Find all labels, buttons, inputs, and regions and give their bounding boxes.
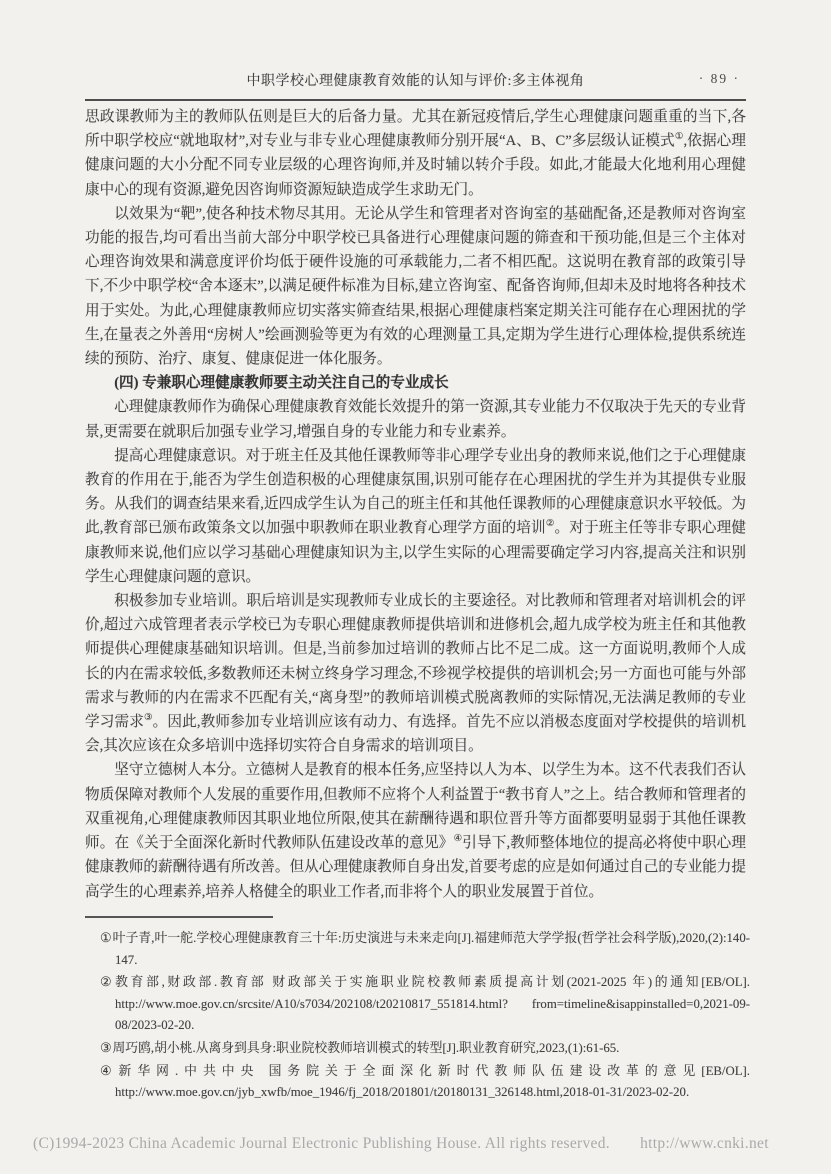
body-paragraph: 坚守立德树人本分。立德树人是教育的根本任务,应坚持以人为本、以学生为本。这不代表我们否认物质保障对教师个人发展的重要作用,但教师不应将个人利益置于“教书育人”之上。结合教师和管理者的双重视角,心理健康教师因其职业地位所限,使其在薪酬待遇和职位晋升等方面都要明显弱于其他任课教师。在《关于全面深化新时代教师队伍建设改革的意见》④引导下,教师整体地位的提高必将使中职心理健康教师的薪酬待遇有所改善。但从心理健康教师自身出发,首要考虑的应是如何通过自己的专业能力提高学生的心理素养,培养人格健全的职业工作者,而非将个人的职业发展置于首位。	[85, 762, 746, 900]
footnote-reference: ④	[453, 834, 463, 845]
body-paragraph: 积极参加专业培训。职后培训是实现教师专业成长的主要途径。对比教师和管理者对培训机会的评价,超过六成管理者表示学校已为专职心理健康教师提供培训和进修机会,超九成学校为班主任和其他教师提供心理健康基础知识培训。但是,当前参加过培训的教师占比不足二成。这一方面说明,教师个人成长的内在需求较低,多数教师还未树立终身学习理念,不珍视学校提供的培训机会;另一方面也可能与外部需求与教师的内在需求不匹配有关,“离身型”的教师培训模式脱离教师的实际情况,无法满足教师的专业学习需求③。因此,教师参加专业培训应该有动力、有选择。首先不应以消极态度面对学校提供的培训机会,其次应该在众多培训中选择切实符合自身需求的培训项目。	[85, 593, 746, 755]
footnote-divider	[85, 916, 273, 918]
copyright-text: (C)1994-2023 China Academic Journal Electronic Publishing House. All rights reserved.	[33, 1135, 610, 1152]
body-paragraph: 思政课教师为主的教师队伍则是巨大的后备力量。尤其在新冠疫情后,学生心理健康问题重重的当下,各所中职学校应“就地取材”,对专业与非专业心理健康教师分别开展“A、B、C”多层级认证模式①,依据心理健康问题的大小分配不同专业层级的心理咨询师,并及时辅以转介手段。如此,才能最大化地利用心理健康中心的现有资源,避免因咨询师资源短缺造成学生求助无门。	[85, 109, 746, 198]
cnki-url: http://www.cnki.net	[640, 1135, 769, 1152]
section-heading: (四) 专兼职心理健康教师要主动关注自己的专业成长	[114, 375, 449, 392]
header-rule	[85, 99, 746, 101]
footnote-marker: ①	[100, 931, 112, 945]
footnote-item	[100, 928, 750, 971]
running-title: 中职学校心理健康教育效能的认知与评价:多主体视角	[246, 74, 585, 89]
copyright-footer	[33, 1135, 823, 1153]
body-paragraph: 提高心理健康意识。对于班主任及其他任课教师等非心理学专业出身的教师来说,他们之于心理健康教育的作用在于,能否为学生创造积极的心理健康氛围,识别可能存在心理困扰的学生并为其提供专业服务。从我们的调查结果来看,近四成学生认为自己的班主任和其他任课教师的心理健康意识水平较低。为此,教育部已颁布政策条文以加强中职教师在职业教育心理学方面的培训②。对于班主任等非专职心理健康教师来说,他们应以学习基础心理健康知识为主,以学生实际的心理需要确定学习内容,提高关注和识别学生心理健康问题的意识。	[85, 447, 746, 585]
page-header	[85, 70, 746, 92]
footnote-marker: ②	[100, 975, 115, 990]
footnotes	[100, 928, 750, 1105]
footnote-text: 周巧鸥,胡小桃.从离身到具身:职业院校教师培训模式的转型[J].职业教育研究,2023,(1):61-65.	[112, 1040, 620, 1055]
footnote-reference: ①	[674, 132, 684, 143]
footnote-item	[100, 1038, 750, 1060]
article-body	[85, 105, 746, 904]
page-number: · 89 ·	[698, 71, 740, 86]
footnote-item	[100, 972, 750, 1037]
footnote-marker: ④	[100, 1063, 118, 1078]
footnote-marker: ③	[100, 1040, 112, 1055]
footnote-text: 叶子青,叶一舵.学校心理健康教育三十年:历史演进与未来走向[J].福建师范大学学报(哲学社会科学版),2020,(2):140-147.	[112, 931, 750, 967]
footnote-reference: ③	[143, 713, 153, 724]
footnote-text: 教育部,财政部.教育部 财政部关于实施职业院校教师素质提高计划(2021-2025 年)的通知[EB/OL]. http://www.moe.gov.cn/srcsite/A10/s7034/202108/t20210817_551814.html? from=timeline&isappinstalled=0,2021-09-08/2023-02-20.	[115, 975, 750, 1033]
footnote-reference: ②	[545, 519, 555, 530]
footnote-text: 新华网.中共中央 国务院关于全面深化新时代教师队伍建设改革的意见[EB/OL]. http://www.moe.gov.cn/jyb_xwfb/moe_1946/fj_2018/201801/t20180131_326148.html,2018-01-31/2023-02-20.	[115, 1063, 750, 1100]
body-paragraph: 心理健康教师作为确保心理健康教育效能长效提升的第一资源,其专业能力不仅取决于先天的专业背景,更需要在就职后加强专业学习,增强自身的专业能力和专业素养。	[85, 399, 746, 440]
footnote-item	[100, 1061, 750, 1104]
body-paragraph: 以效果为“靶”,使各种技术物尽其用。无论从学生和管理者对咨询室的基础配备,还是教师对咨询室功能的报告,均可看出当前大部分中职学校已具备进行心理健康问题的筛查和干预功能,但是三个主体对心理咨询效果和满意度评价均低于硬件设施的可承载能力,二者不相匹配。这说明在教育部的政策引导下,不少中职学校“舍本逐末”,以满足硬件标准为目标,建立咨询室、配备咨询师,但却未及时地将各种技术用于实处。为此,心理健康教师应切实落实筛查结果,根据心理健康档案定期关注可能存在心理困扰的学生,在量表之外善用“房树人”绘画测验等更为有效的心理测量工具,定期为学生进行心理体检,提供系统连续的预防、治疗、康复、健康促进一体化服务。	[85, 205, 746, 368]
